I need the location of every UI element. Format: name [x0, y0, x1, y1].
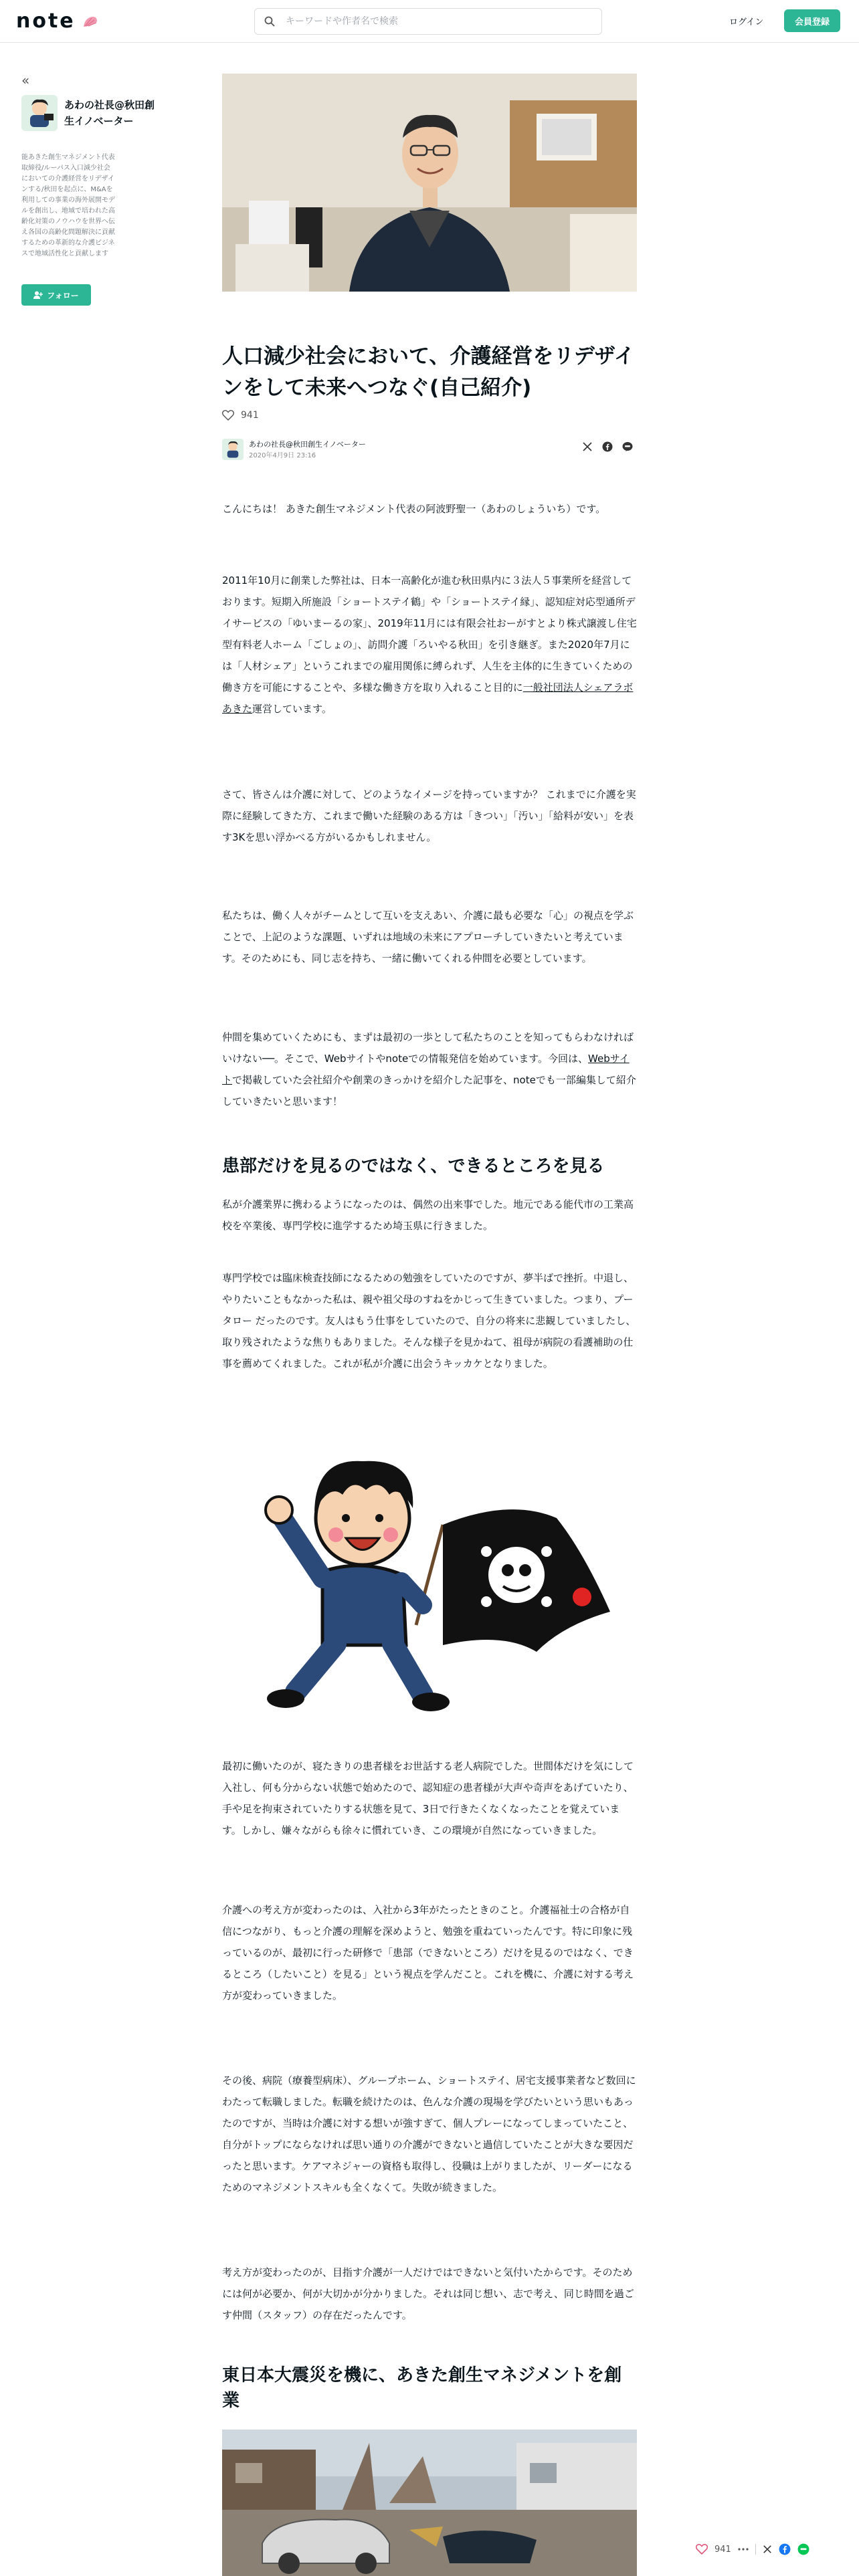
share-lab-link[interactable]: 一般社団法人シェアラボあきた [222, 681, 634, 715]
like-count[interactable] [222, 410, 259, 421]
paragraph: 2011年10月に創業した弊社は、日本一高齢化が進む秋田県内に３法人５事業所を経営しております。短期入所施設「ショートステイ鶴」や「ショートステイ縁」、認知症対応型通所デイサービスの「ゆいまーるの家」、2019年11月には有限会社おーがすとより株式譲渡し住宅型有料老人ホーム「ごしょの」、訪問介護「ろいやる秋田」を引き継ぎ。また2020年7月には「人材シェア」というこれまでの雇用関係に縛られず、人生を主体的に生きていくための働き方を可能にすることや、多様な働き方を取り入れること目的に一般社団法人シェアラボあきた運営しています。 [222, 574, 637, 715]
login-link[interactable]: ログイン [729, 17, 764, 27]
paragraph: 私たちは、働く人々がチームとして互いを支えあい、介護に最も必要な「心」の視点を学ぶことで、上記のような課題、いずれは地域の未来にアプローチしていきたいと考えています。そのためにも、同じ志を持ち、一緒に働いてくれる仲間を必要としています。 [222, 909, 634, 964]
facebook-share-icon[interactable] [779, 2543, 791, 2555]
more-options-icon[interactable] [738, 2548, 749, 2551]
paragraph: その後、病院（療養型病床）、グループホーム、ショートステイ、居宅支援事業者など数回にわたって転職しました。転職を続けたのは、色んな介護の現場を学びたいという思いもあったのですが、当時は介護に対する想いが強すぎて、個人プレーになってしまっていたこと、自分がトップにならなければ思い通りの介護ができないと過信していたことが大きな要因だったと思います。ケアマネジャーの資格も取得し、役職は上がりましたが、リーダーになるためのマネジメントスキルも全くなくて。失敗が続きました。 [222, 2074, 636, 2193]
search-box[interactable] [254, 8, 602, 35]
logo-text: note [16, 9, 76, 33]
collapse-sidebar-icon[interactable]: « [21, 72, 30, 88]
share-buttons [582, 441, 633, 452]
section-heading: 東日本大震災を機に、あきた創生マネジメントを創業 [222, 2365, 622, 2411]
search-input[interactable] [284, 15, 581, 27]
signup-button[interactable]: 会員登録 [784, 9, 840, 32]
header-image [222, 74, 637, 292]
paragraph: 介護への考え方が変わったのは、入社から3年がたったときのこと。介護福祉士の合格が自信につながり、もっと介護の理解を深めようと、勉強を重ねていったんです。特に印象に残っているのが、最初に行った研修で「患部（できないところ）だけを見るのではなく、できるところ（したいこと）を見る」という視点を学んだこと。これを機に、介護に対する考え方が変わっていきました。 [222, 1904, 634, 2002]
article-title: 人口減少社会において、介護経営をリデザインをして未来へつなぐ(自己紹介) [222, 344, 635, 400]
facebook-share-icon[interactable] [602, 441, 613, 452]
search-icon [264, 16, 275, 27]
fan-logo-icon [82, 15, 98, 28]
section-heading: 患部だけを見るのではなく、できるところを見る [222, 1156, 605, 1176]
person-add-icon [33, 291, 43, 299]
site-header [0, 0, 859, 43]
follow-label: フォロー [47, 290, 79, 300]
paragraph: 考え方が変わったのが、目指す介護が一人だけではできないと気付いたからです。そのためには何が必要か、何が大切かが分かりました。それは同じ想い、志で考え、同じ時間を過ごす仲間（スタッフ）の存在だったんです。 [222, 2266, 634, 2321]
paragraph: 私が介護業界に携わるようになったのは、偶然の出来事でした。地元である能代市の工業高校を卒業後、専門学校に進学するため埼玉県に行きました。 [222, 1198, 634, 1232]
article-byline [222, 437, 637, 464]
sidebar-author-name[interactable]: あわの社長@秋田創生イノベーター [64, 99, 155, 127]
paragraph: 専門学校では臨床検査技師になるための勉強をしていたのですが、夢半ばで挫折。中退し、やりたいこともなかった私は、親や祖父母のすねをかじって生きていました。つまり、プータロー だったのです。友人はもう仕事をしていたので、自分の将来に悲観していましたし、取り残されたような焦りもありました。そんな様子を見かねて、祖母が病院の看護補助の仕事を薦めてくれました。これが私が介護に出会うキッカケとなりました。 [222, 1272, 636, 1370]
x-share-icon[interactable] [582, 441, 593, 452]
paragraph: こんにちは！ あきた創生マネジメント代表の阿波野聖一（あわのしょういち）です。 [222, 503, 606, 515]
heart-icon[interactable] [696, 2544, 708, 2555]
follow-button[interactable] [21, 284, 91, 306]
publish-date: 2020年4月9日 23:16 [249, 452, 316, 459]
line-share-icon[interactable] [622, 441, 633, 452]
x-share-icon[interactable] [763, 2545, 772, 2554]
byline-avatar[interactable] [222, 439, 244, 460]
paragraph: さて、皆さんは介護に対して、どのようなイメージを持っていますか？ これまでに介護を実際に経験してきた方、これまで働いた経験のある方は「きつい」「汚い」「給料が安い」を表す3Kを思い浮かべる方がいるかもしれません。 [222, 788, 636, 843]
floating-action-bar [696, 2541, 809, 2557]
cartoon-illustration [222, 1431, 637, 1728]
paragraph: 仲間を集めていくためにも、まずは最初の一歩として私たちのことを知ってもらわなければいけない──。そこで、Webサイトやnoteでの情報発信を始めています。今回は、Webサイトで掲載していた会社紹介や創業のきっかけを紹介した記事を、noteでも一部編集して紹介していきたいと思います！ [222, 1031, 636, 1107]
byline-author[interactable]: あわの社長@秋田創生イノベーター [249, 440, 366, 449]
floating-like-count: 941 [714, 2544, 731, 2555]
note-logo[interactable] [16, 9, 98, 33]
like-count-value: 941 [241, 410, 259, 421]
line-share-icon[interactable] [797, 2543, 809, 2555]
author-avatar[interactable] [21, 95, 58, 131]
paragraph: 最初に働いたのが、寝たきりの患者様をお世話する老人病院でした。世間体だけを気にして入社し、何も分からない状態で始めたので、認知症の患者様が大声や奇声をあげていたり、手や足を拘束されていたりする状態を見て、3日で行きたくなくなったことを覚えています。しかし、嫌々ながらも徐々に慣れていき、この環境が自然になっていきました。 [222, 1760, 634, 1836]
divider [755, 2544, 756, 2555]
earthquake-photo [222, 2430, 637, 2576]
website-link[interactable]: Webサイト [222, 1053, 630, 1086]
heart-icon[interactable] [222, 410, 234, 421]
sidebar-author[interactable] [21, 95, 182, 131]
author-bio: 能あきた創生マネジメント代表取締役/ルーパス入口減少社会においての介護経営をリデザインする/秋田を起点に、M&Aを利用しての事業の海外展開モデルを創出し、地域で培われた高齢化対策のノウハウを世界へ伝え各国の高齢化問題解決に貢献するための革新的な介護ビジネスで地域活性化と貢献します [21, 154, 115, 257]
